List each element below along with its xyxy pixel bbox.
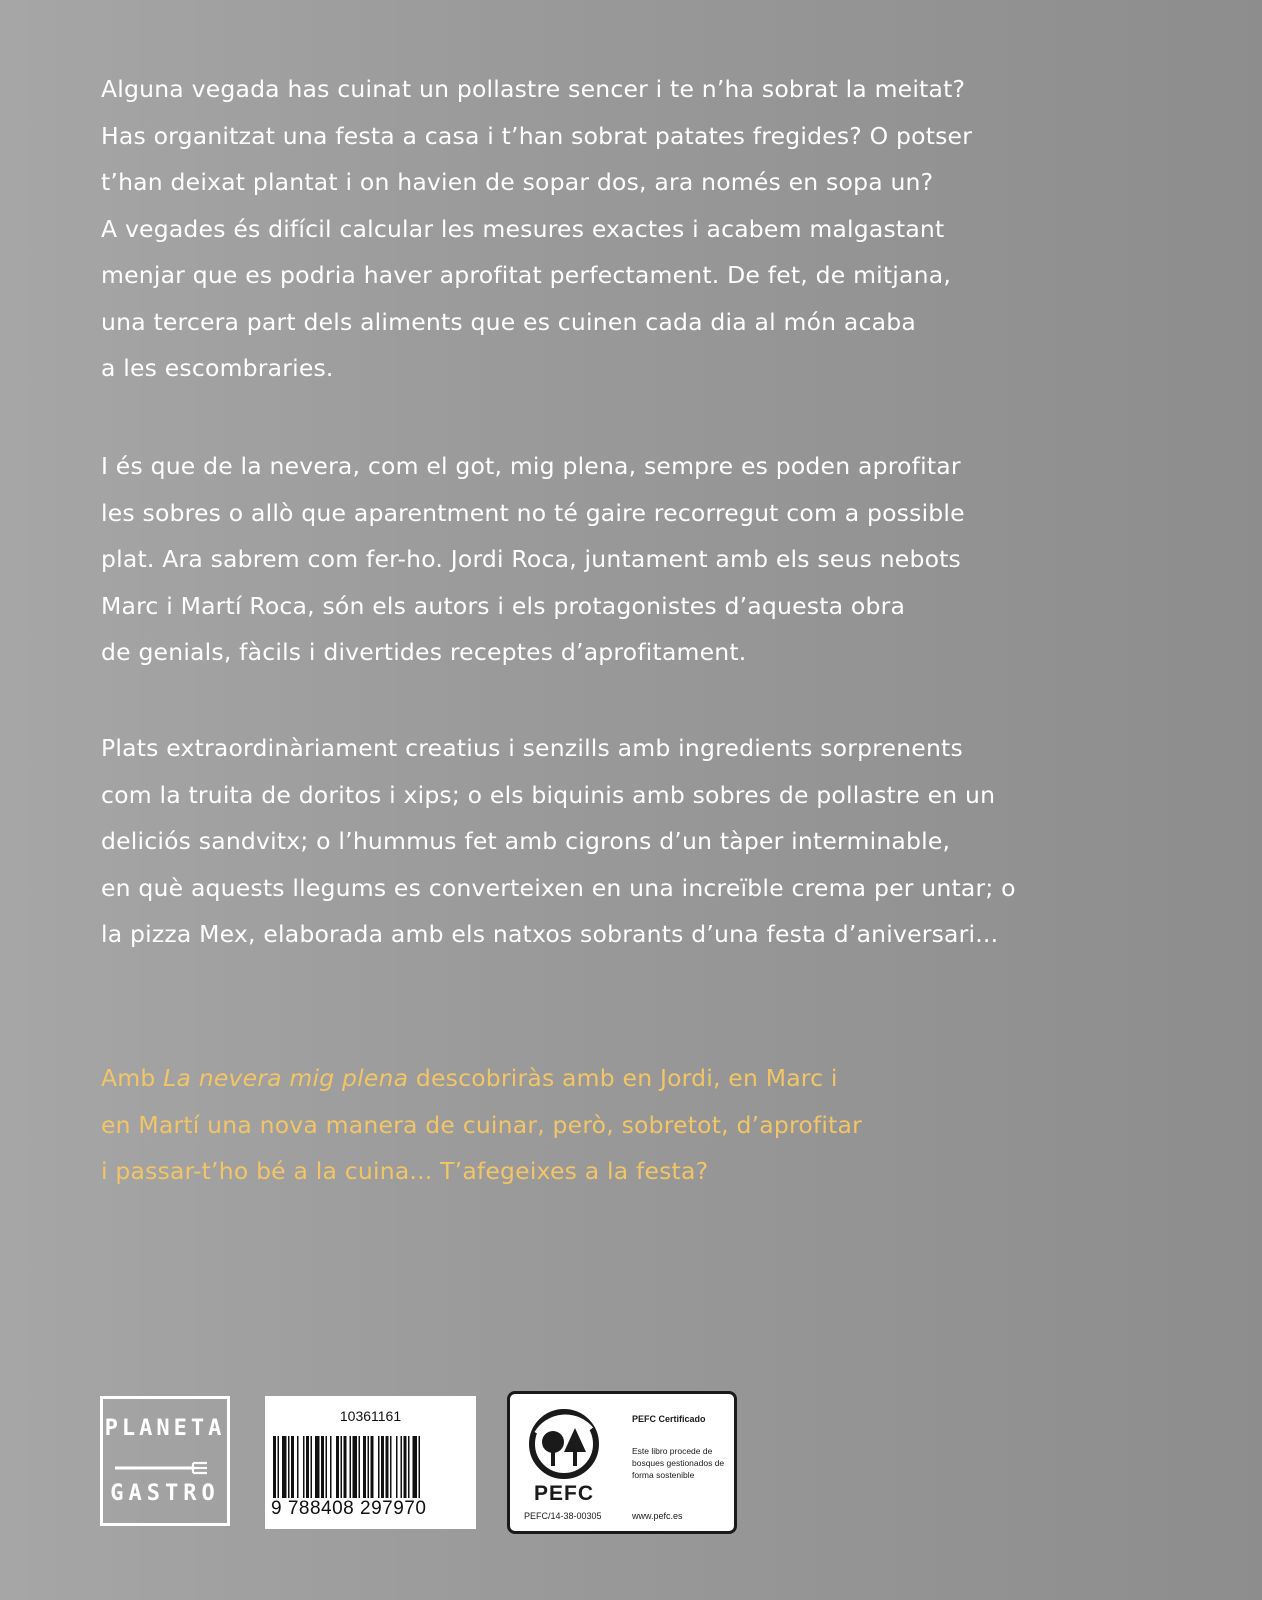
barcode-code: 10361161 [339,1408,402,1424]
pefc-cert-code: PEFC/14-38-00305 [524,1511,602,1521]
text-line: deliciós sandvitx; o l’hummus fet amb cigrons d’un tàper interminable, [101,827,951,855]
barcode-bar [386,1436,389,1498]
logo-line-1: PLANETA [104,1416,226,1441]
barcode-bar [401,1436,403,1498]
barcode-bar [408,1436,410,1498]
barcode-bar [306,1436,309,1498]
barcode-bar [330,1436,332,1498]
barcode-bar [291,1436,294,1498]
barcode-bar [359,1436,361,1498]
barcode-bar [413,1436,418,1498]
text-line: en Martí una nova manera de cuinar, però, sobretot, d’aprofitar [101,1110,862,1139]
barcode-bar [353,1436,358,1498]
pefc-brand: PEFC [533,1482,594,1505]
barcode-bar [390,1436,392,1498]
text-line: com la truita de doritos i xips; o els biquinis amb sobres de pollastre en un [101,780,996,809]
text-line: A vegades és difícil calcular les mesures exactes i acabem malgastant [101,214,945,243]
text-line: t’han deixat plantat i on havien de sopar dos, ara només en sopa un? [101,168,934,196]
planeta-gastro-logo [100,1396,230,1526]
text-fragment: Amb [101,1064,164,1092]
barcode-bar [282,1436,287,1498]
text-line: I és que de la nevera, com el got, mig plena, sempre es poden aprofitar [101,452,961,480]
text-fragment: descobriràs amb en Jordi, en Marc i [408,1064,838,1092]
book-title: La nevera mig plena [163,1064,409,1092]
barcode-bar [297,1436,299,1498]
barcode-bars [273,1436,469,1498]
logo-line-2: GASTRO [110,1481,220,1506]
paragraph-recipes [101,725,1016,958]
barcode-bar [378,1436,380,1498]
paragraph-intro [101,66,1001,392]
text-line: Alguna vegada has cuinat un pollastre sencer i te n’ha sobrat la meitat? [101,75,966,103]
text-line: en què aquests llegums es converteixen en una increïble crema per untar; o [101,873,1016,902]
barcode-bar [344,1436,347,1498]
barcode-bar [404,1436,407,1498]
barcode-bar [278,1436,280,1498]
isbn-number: 9 788408 297970 [271,1498,427,1519]
barcode-bar [368,1436,370,1498]
text-line: a les escombraries. [101,354,334,382]
text-line: de genials, fàcils i divertides receptes d’aprofitament. [101,638,747,666]
barcode-bar [303,1436,305,1498]
text-line: Plats extraordinàriament creatius i senzills amb ingredients sorprenents [101,734,963,762]
barcode-bar [321,1436,324,1498]
barcode-bar [326,1436,328,1498]
paragraph-authors [101,443,1001,676]
barcode-bar [350,1436,352,1498]
text-line: la pizza Mex, elaborada amb els natxos sobrants d’una festa d’aniversari... [101,920,999,948]
pefc-trees-icon [528,1408,600,1480]
barcode-bar [288,1436,290,1498]
barcode-bar [341,1436,343,1498]
barcode-box [265,1396,476,1529]
text-line: una tercera part dels aliments que es cuinen cada dia al món acaba [101,307,916,336]
barcode-bar [315,1436,320,1498]
text-line: Marc i Martí Roca, són els autors i els protagonistes d’aquesta obra [101,591,906,620]
pefc-description: Este libro procede de bosques gestionados de forma sostenible [632,1446,725,1480]
text-line: i passar-t’ho bé a la cuina... T’afegeixes a la festa? [101,1157,709,1185]
barcode-bar [311,1436,313,1498]
barcode-bar [336,1436,339,1498]
paragraph-tagline [101,1055,1001,1195]
barcode-bar [363,1436,366,1498]
barcode-bar [371,1436,374,1498]
text-line [101,1055,1001,1102]
pefc-title: PEFC Certificado [632,1414,706,1424]
text-line: Has organitzat una festa a casa i t’han sobrat patates fregides? O potser [101,121,973,150]
barcode-bar [381,1436,384,1498]
pefc-website: www.pefc.es [632,1511,683,1521]
fork-icon [115,1461,221,1475]
text-line: menjar que es podria haver aprofitat perfectament. De fet, de mitjana, [101,261,952,289]
barcode-bar [396,1436,398,1498]
barcode-bar [419,1436,421,1498]
pefc-certification [507,1391,737,1534]
text-line: les sobres o allò que aparentment no té gaire recorregut com a possible [101,498,965,527]
text-line: plat. Ara sabrem com fer-ho. Jordi Roca, juntament amb els seus nebots [101,545,961,573]
barcode-bar [273,1436,276,1498]
